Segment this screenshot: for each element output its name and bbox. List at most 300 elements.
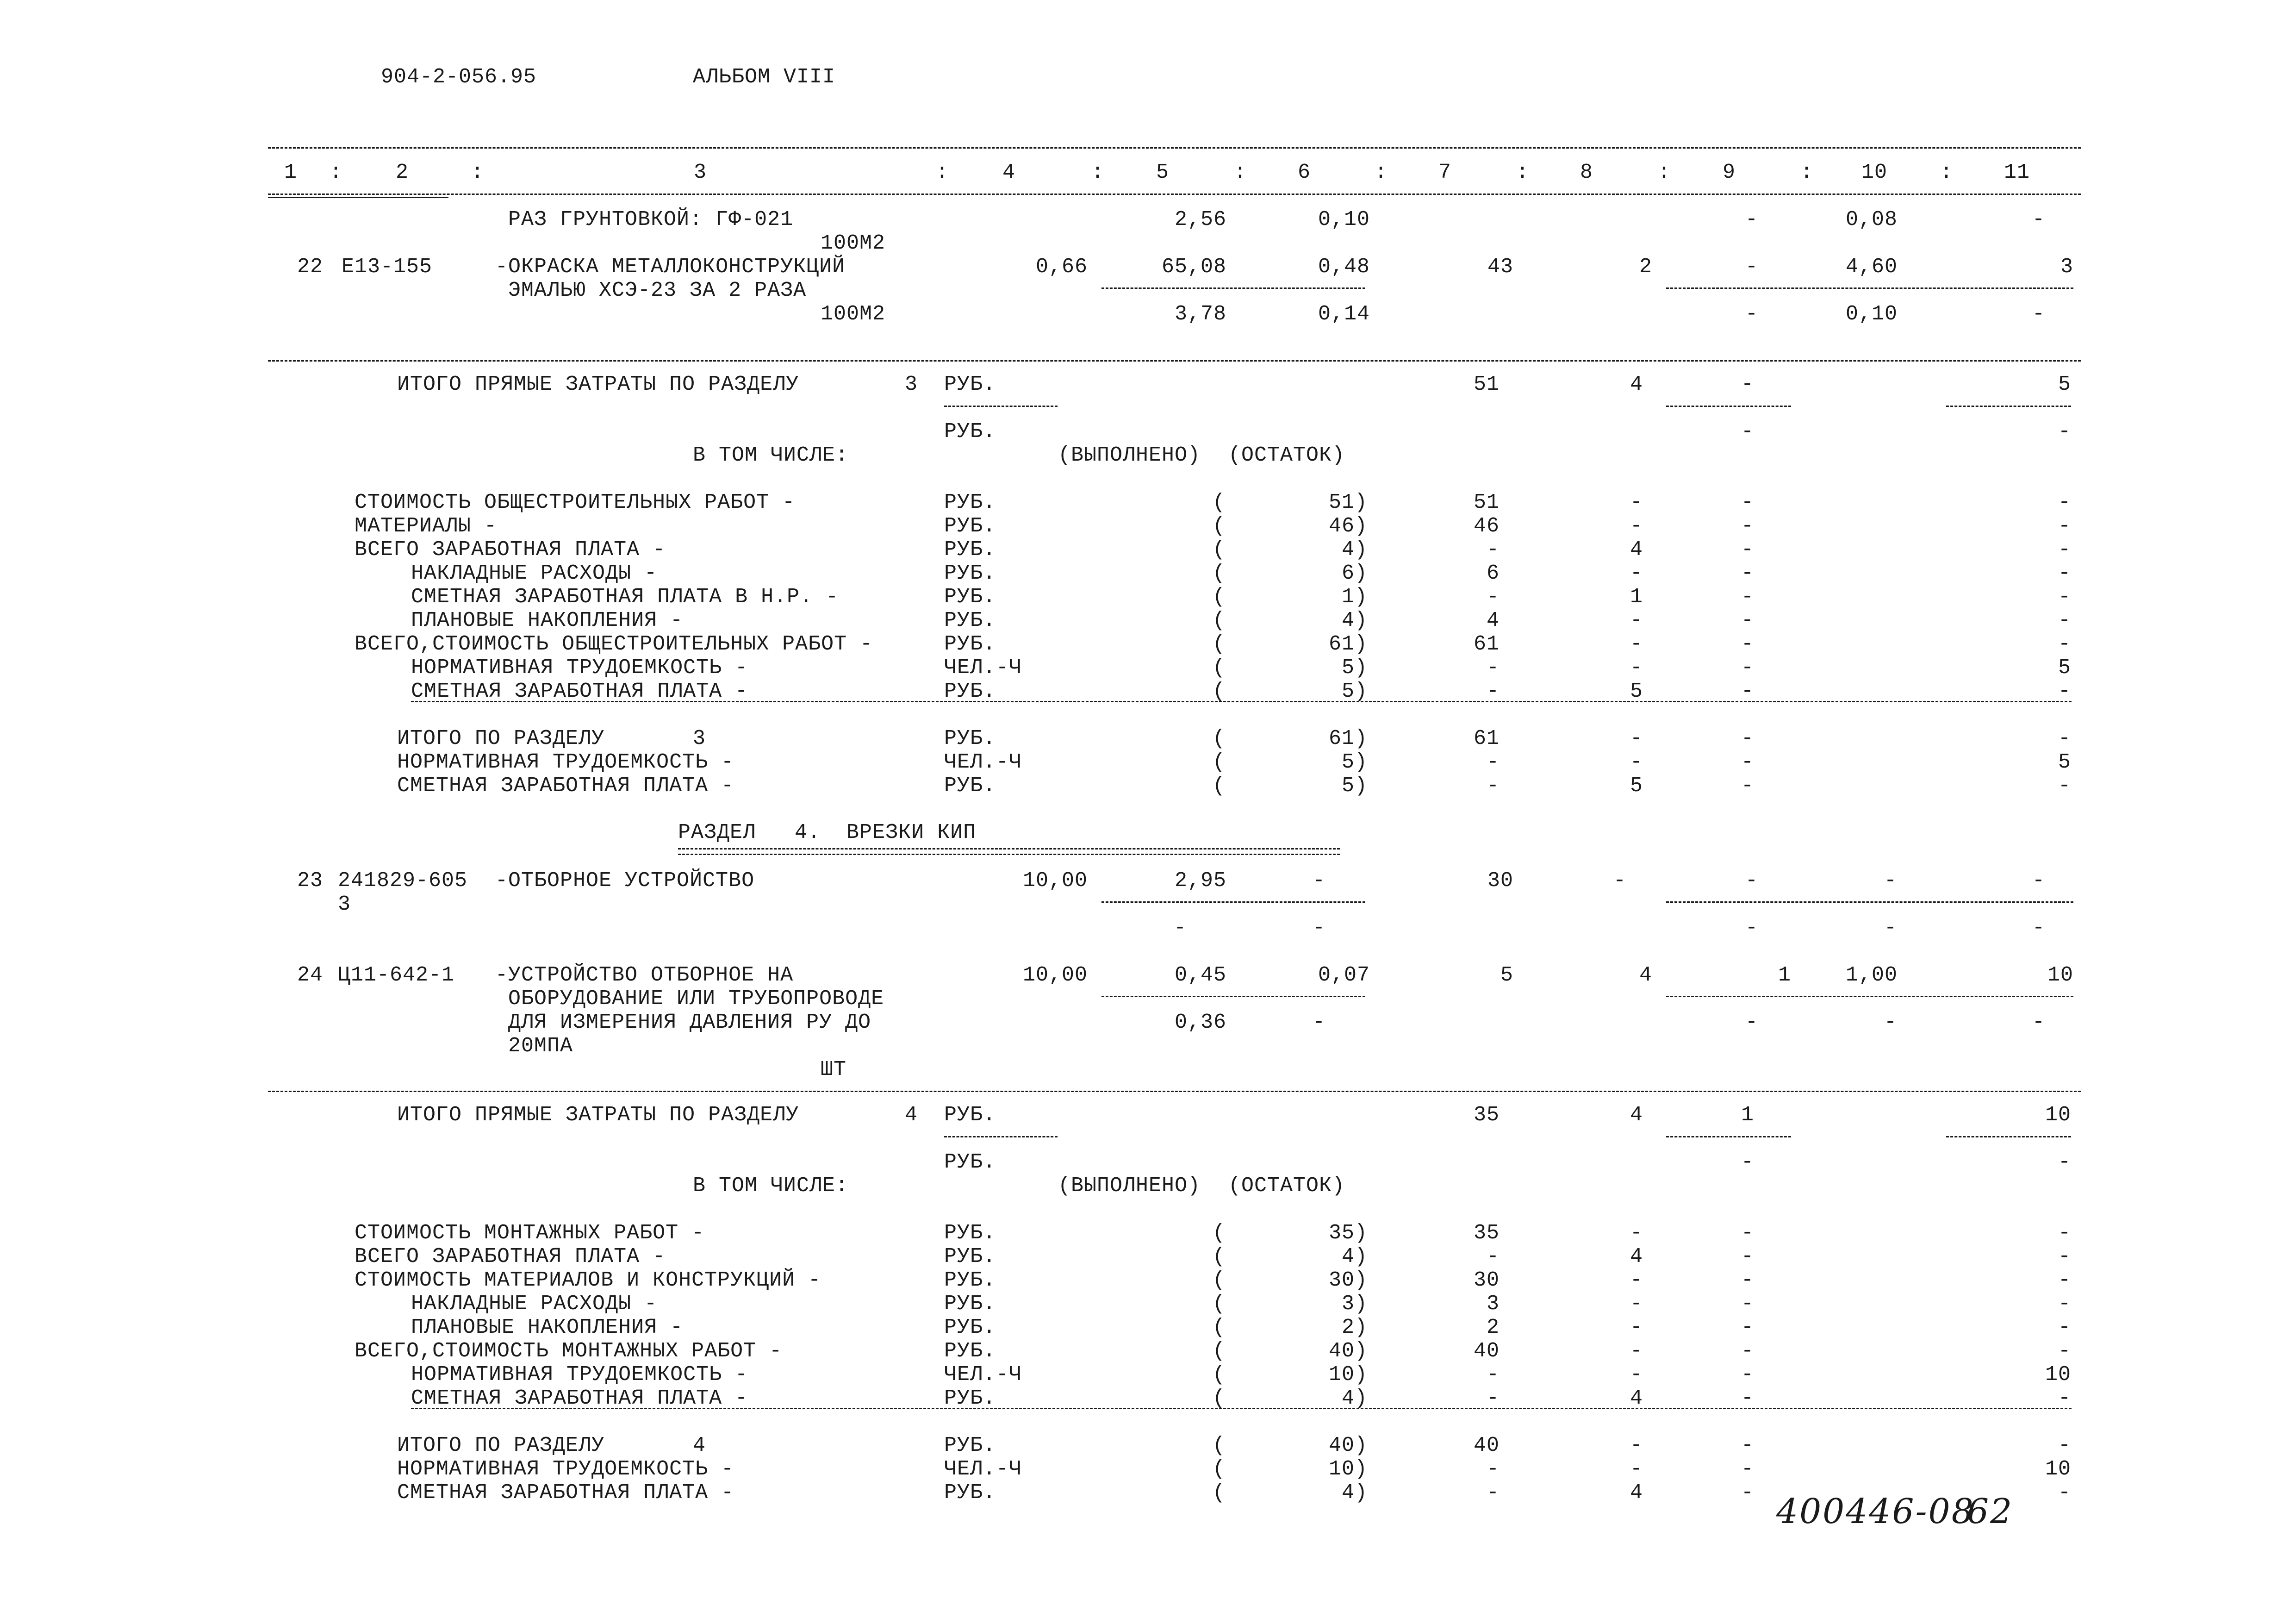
item-24-col5: 0,45: [1174, 963, 1226, 987]
breakdown-col9: -: [1741, 1316, 1754, 1339]
breakdown-label: МАТЕРИАЛЫ -: [355, 514, 498, 538]
breakdown-unit: РУБ.: [944, 491, 996, 514]
direct-costs-col8: 4: [1630, 1103, 1643, 1127]
handwritten-page-number: 62: [1967, 1492, 2014, 1531]
section-total-col8: -: [1630, 750, 1643, 774]
direct-costs-col9-second: -: [1741, 1150, 1754, 1174]
column-number-4: 4: [1002, 161, 1015, 184]
breakdown-label: СТОИМОСТЬ МАТЕРИАЛОВ И КОНСТРУКЦИЙ -: [355, 1268, 821, 1292]
item-23-col6-second: -: [1312, 916, 1325, 940]
breakdown-open-paren: (: [1213, 491, 1226, 514]
breakdown-col11: -: [2058, 1245, 2071, 1268]
item-23-description: -ОТБОРНОЕ УСТРОЙСТВО: [495, 869, 755, 893]
breakdown-label: ВСЕГО ЗАРАБОТНАЯ ПЛАТА -: [355, 538, 666, 562]
breakdown-label: ВСЕГО,СТОИМОСТЬ ОБЩЕСТРОИТЕЛЬНЫХ РАБОТ -: [355, 632, 873, 656]
item-23-col9-second: -: [1745, 916, 1758, 940]
breakdown-col8: -: [1630, 609, 1643, 632]
breakdown-col9: -: [1741, 1363, 1754, 1387]
direct-costs-col11-second: -: [2058, 420, 2071, 443]
done-column-heading: (ВЫПОЛНЕНО): [1058, 1174, 1201, 1198]
breakdown-label: СМЕТНАЯ ЗАРАБОТНАЯ ПЛАТА -: [411, 1387, 748, 1410]
direct-costs-section-number: 4: [905, 1103, 918, 1127]
section-total-col9: -: [1741, 1481, 1754, 1505]
section-total-unit: РУБ.: [944, 1481, 996, 1505]
item-23-number: 23: [297, 869, 324, 893]
header-bottom-rule: [268, 194, 2081, 195]
column-separator: :: [1516, 161, 1530, 184]
breakdown-unit: РУБ.: [944, 1245, 996, 1268]
section-total-col9: -: [1741, 1434, 1754, 1457]
breakdown-label: СМЕТНАЯ ЗАРАБОТНАЯ ПЛАТА -: [411, 680, 748, 703]
item-22-col6: 0,48: [1318, 255, 1370, 279]
breakdown-col7: 61: [1473, 632, 1500, 656]
section-total-col7: -: [1486, 774, 1500, 798]
section-total-unit: РУБ.: [944, 1434, 996, 1457]
breakdown-col11: 5: [2058, 656, 2071, 680]
including-heading: В ТОМ ЧИСЛЕ:: [693, 1174, 849, 1198]
item-22-col4: 0,66: [1035, 255, 1088, 279]
section-total-col11: -: [2058, 1434, 2071, 1457]
header-left-underline: [268, 197, 448, 198]
section-total-col7: -: [1486, 750, 1500, 774]
section-total-col9: -: [1741, 750, 1754, 774]
continued-col5: 2,56: [1174, 208, 1226, 231]
breakdown-col8: -: [1630, 514, 1643, 538]
breakdown-col7: 30: [1473, 1268, 1500, 1292]
section-total-done-value: 10): [1328, 1457, 1368, 1481]
continued-col10: 0,08: [1845, 208, 1898, 231]
handwritten-archive-code: 400446-08: [1776, 1492, 1975, 1531]
breakdown-col8: -: [1630, 1292, 1643, 1316]
breakdown-done-value: 6): [1341, 562, 1368, 585]
section-total-label: СМЕТНАЯ ЗАРАБОТНАЯ ПЛАТА -: [397, 1481, 734, 1505]
section-total-col8: -: [1630, 1434, 1643, 1457]
breakdown-col11: -: [2058, 1292, 2071, 1316]
breakdown-col7: -: [1486, 538, 1500, 562]
section-total-label: СМЕТНАЯ ЗАРАБОТНАЯ ПЛАТА -: [397, 774, 734, 798]
direct-costs-col11: 10: [2045, 1103, 2071, 1127]
item-23-col10: -: [1884, 869, 1897, 893]
breakdown-open-paren: (: [1213, 514, 1226, 538]
item-24-col5-second: 0,36: [1174, 1011, 1226, 1034]
section-total-open-paren: (: [1213, 1481, 1226, 1505]
breakdown-open-paren: (: [1213, 632, 1226, 656]
section-total-col7: 40: [1473, 1434, 1500, 1457]
breakdown-col8: 4: [1630, 1387, 1643, 1410]
album-title: АЛЬБОМ VIII: [693, 65, 836, 89]
section-total-label: НОРМАТИВНАЯ ТРУДОЕМКОСТЬ -: [397, 750, 734, 774]
section-total-done-value: 4): [1341, 1481, 1368, 1505]
section-totals-rule: [411, 1408, 2072, 1409]
direct-costs-col9-rule: [1666, 1136, 1791, 1137]
section-totals-rule: [411, 701, 2072, 702]
direct-costs-col11: 5: [2058, 373, 2071, 396]
breakdown-col9: -: [1741, 585, 1754, 609]
breakdown-open-paren: (: [1213, 656, 1226, 680]
section-total-col9: -: [1741, 727, 1754, 750]
item-24-sub-rule-left: [1101, 996, 1365, 997]
section-total-col7: 61: [1473, 727, 1500, 750]
breakdown-open-paren: (: [1213, 609, 1226, 632]
item-23-code-suffix: 3: [338, 893, 351, 916]
rest-column-heading: (ОСТАТОК): [1228, 443, 1345, 467]
column-separator: :: [936, 161, 949, 184]
direct-costs-label: ИТОГО ПРЯМЫЕ ЗАТРАТЫ ПО РАЗДЕЛУ: [397, 1103, 799, 1127]
item-24-number: 24: [297, 963, 324, 987]
breakdown-col7: 35: [1473, 1221, 1500, 1245]
direct-costs-label: ИТОГО ПРЯМЫЕ ЗАТРАТЫ ПО РАЗДЕЛУ: [397, 373, 799, 396]
breakdown-col7: -: [1486, 585, 1500, 609]
section-total-col11: -: [2058, 1481, 2071, 1505]
breakdown-open-paren: (: [1213, 562, 1226, 585]
continued-col6: 0,10: [1318, 208, 1370, 231]
item-24-col7: 5: [1500, 963, 1513, 987]
breakdown-done-value: 4): [1341, 609, 1368, 632]
breakdown-unit: РУБ.: [944, 680, 996, 703]
continued-col9: -: [1745, 208, 1758, 231]
section-total-open-paren: (: [1213, 774, 1226, 798]
breakdown-col11: 10: [2045, 1363, 2071, 1387]
item-23-col4: 10,00: [1022, 869, 1088, 893]
column-separator: :: [1940, 161, 1954, 184]
item-24-col11: 10: [2047, 963, 2073, 987]
breakdown-unit: РУБ.: [944, 609, 996, 632]
item-24-unit: ШТ: [821, 1058, 847, 1081]
breakdown-label: НАКЛАДНЫЕ РАСХОДЫ -: [411, 562, 658, 585]
item-23-col8: -: [1613, 869, 1626, 893]
item-22-col5: 65,08: [1161, 255, 1226, 279]
breakdown-unit: РУБ.: [944, 1387, 996, 1410]
breakdown-col8: 4: [1630, 1245, 1643, 1268]
breakdown-col11: -: [2058, 491, 2071, 514]
breakdown-col8: -: [1630, 656, 1643, 680]
direct-costs-col9-rule: [1666, 406, 1791, 407]
item-22-col10-second: 0,10: [1845, 302, 1898, 326]
column-number-7: 7: [1438, 161, 1451, 184]
breakdown-col9: -: [1741, 609, 1754, 632]
breakdown-col11: -: [2058, 1387, 2071, 1410]
direct-costs-col11-rule: [1946, 1136, 2071, 1137]
section-total-col9: -: [1741, 1457, 1754, 1481]
section-total-number: 3: [693, 727, 706, 750]
item-22-number: 22: [297, 255, 324, 279]
breakdown-unit: РУБ.: [944, 1292, 996, 1316]
item-22-code: Е13-155: [342, 255, 433, 279]
breakdown-col7: 2: [1486, 1316, 1500, 1339]
breakdown-done-value: 51): [1328, 491, 1368, 514]
item-24-col10: 1,00: [1845, 963, 1898, 987]
breakdown-col7: 3: [1486, 1292, 1500, 1316]
breakdown-unit: РУБ.: [944, 632, 996, 656]
item-22-unit: 100М2: [821, 302, 886, 326]
breakdown-col7: -: [1486, 656, 1500, 680]
breakdown-col8: -: [1630, 1339, 1643, 1363]
header-top-rule: [268, 147, 2081, 149]
breakdown-label: НОРМАТИВНАЯ ТРУДОЕМКОСТЬ -: [411, 656, 748, 680]
breakdown-col11: -: [2058, 514, 2071, 538]
section-total-col8: 4: [1630, 1481, 1643, 1505]
item-24-col9: 1: [1778, 963, 1791, 987]
section-total-col11: -: [2058, 774, 2071, 798]
breakdown-open-paren: (: [1213, 538, 1226, 562]
breakdown-col9: -: [1741, 1292, 1754, 1316]
breakdown-done-value: 1): [1341, 585, 1368, 609]
breakdown-open-paren: (: [1213, 1268, 1226, 1292]
breakdown-col8: 5: [1630, 680, 1643, 703]
section-4-title: РАЗДЕЛ 4. ВРЕЗКИ КИП: [678, 821, 977, 844]
item-24-description-line3: ДЛЯ ИЗМЕРЕНИЯ ДАВЛЕНИЯ РУ ДО: [508, 1011, 871, 1034]
section-total-number: 4: [693, 1434, 706, 1457]
breakdown-col9: -: [1741, 1245, 1754, 1268]
breakdown-label: СТОИМОСТЬ МОНТАЖНЫХ РАБОТ -: [355, 1221, 705, 1245]
column-separator: :: [1658, 161, 1671, 184]
item-22-description-line2: ЭМАЛЬЮ ХСЭ-23 ЗА 2 РАЗА: [508, 279, 807, 302]
breakdown-unit: РУБ.: [944, 1268, 996, 1292]
section-total-open-paren: (: [1213, 750, 1226, 774]
breakdown-label: ВСЕГО,СТОИМОСТЬ МОНТАЖНЫХ РАБОТ -: [355, 1339, 783, 1363]
section-total-done-value: 40): [1328, 1434, 1368, 1457]
breakdown-col7: 40: [1473, 1339, 1500, 1363]
column-number-1: 1: [284, 161, 297, 184]
column-separator: :: [471, 161, 485, 184]
column-number-3: 3: [693, 161, 707, 184]
continued-unit: 100М2: [821, 231, 886, 255]
section-total-col8: -: [1630, 1457, 1643, 1481]
breakdown-done-value: 3): [1341, 1292, 1368, 1316]
item-22-sub-rule-left: [1101, 287, 1365, 289]
column-number-8: 8: [1580, 161, 1593, 184]
section-total-label: ИТОГО ПО РАЗДЕЛУ: [397, 1434, 605, 1457]
column-number-9: 9: [1722, 161, 1736, 184]
breakdown-open-paren: (: [1213, 1363, 1226, 1387]
breakdown-unit: РУБ.: [944, 562, 996, 585]
breakdown-col9: -: [1741, 562, 1754, 585]
section-total-col8: 5: [1630, 774, 1643, 798]
breakdown-label: ПЛАНОВЫЕ НАКОПЛЕНИЯ -: [411, 1316, 684, 1339]
item-23-sub-rule-left: [1101, 901, 1365, 903]
item-24-code: Ц11-642-1: [338, 963, 455, 987]
breakdown-done-value: 61): [1328, 632, 1368, 656]
item-24-description-line2: ОБОРУДОВАНИЕ ИЛИ ТРУБОПРОВОДЕ: [508, 987, 884, 1011]
item-24-sub-rule-right: [1666, 996, 2073, 997]
section-total-unit: ЧЕЛ.-Ч: [944, 750, 1022, 774]
breakdown-label: СТОИМОСТЬ ОБЩЕСТРОИТЕЛЬНЫХ РАБОТ -: [355, 491, 796, 514]
item-23-col11-second: -: [2032, 916, 2045, 940]
breakdown-label: СМЕТНАЯ ЗАРАБОТНАЯ ПЛАТА В Н.Р. -: [411, 585, 839, 609]
section-total-unit: ЧЕЛ.-Ч: [944, 1457, 1022, 1481]
breakdown-unit: РУБ.: [944, 538, 996, 562]
column-number-6: 6: [1297, 161, 1311, 184]
breakdown-done-value: 40): [1328, 1339, 1368, 1363]
item-22-col6-second: 0,14: [1318, 302, 1370, 326]
breakdown-col8: -: [1630, 1316, 1643, 1339]
direct-costs-section-number: 3: [905, 373, 918, 396]
breakdown-col8: -: [1630, 632, 1643, 656]
section-total-done-value: 61): [1328, 727, 1368, 750]
section-total-open-paren: (: [1213, 1434, 1226, 1457]
breakdown-label: ПЛАНОВЫЕ НАКОПЛЕНИЯ -: [411, 609, 684, 632]
breakdown-unit: РУБ.: [944, 1316, 996, 1339]
direct-costs-col8: 4: [1630, 373, 1643, 396]
breakdown-col7: 4: [1486, 609, 1500, 632]
direct-costs-unit-second: РУБ.: [944, 420, 996, 443]
direct-costs-col9: -: [1741, 373, 1754, 396]
section-4-title-underline: [678, 848, 1340, 855]
item-22-col11-second: -: [2032, 302, 2045, 326]
item-23-code: 241829-605: [338, 869, 468, 893]
breakdown-open-paren: (: [1213, 585, 1226, 609]
direct-costs-col11-rule: [1946, 406, 2071, 407]
breakdown-col11: -: [2058, 585, 2071, 609]
column-number-5: 5: [1156, 161, 1169, 184]
section-total-col8: -: [1630, 727, 1643, 750]
breakdown-open-paren: (: [1213, 680, 1226, 703]
section-total-unit: РУБ.: [944, 774, 996, 798]
breakdown-open-paren: (: [1213, 1221, 1226, 1245]
section-total-col7: -: [1486, 1457, 1500, 1481]
section-3-items-rule: [268, 360, 2081, 362]
breakdown-label: ВСЕГО ЗАРАБОТНАЯ ПЛАТА -: [355, 1245, 666, 1268]
rest-column-heading: (ОСТАТОК): [1228, 1174, 1345, 1198]
breakdown-done-value: 35): [1328, 1221, 1368, 1245]
breakdown-col8: -: [1630, 562, 1643, 585]
item-24-col4: 10,00: [1022, 963, 1088, 987]
section-total-col7: -: [1486, 1481, 1500, 1505]
breakdown-col7: -: [1486, 1363, 1500, 1387]
item-24-col8: 4: [1639, 963, 1652, 987]
breakdown-done-value: 4): [1341, 538, 1368, 562]
breakdown-col9: -: [1741, 538, 1754, 562]
item-24-description-line1: -УСТРОЙСТВО ОТБОРНОЕ НА: [495, 963, 794, 987]
continued-col11: -: [2032, 208, 2045, 231]
breakdown-col9: -: [1741, 1221, 1754, 1245]
direct-costs-unit-rule: [944, 406, 1058, 407]
breakdown-unit: РУБ.: [944, 1339, 996, 1363]
breakdown-col7: 6: [1486, 562, 1500, 585]
breakdown-col11: -: [2058, 562, 2071, 585]
direct-costs-col9-second: -: [1741, 420, 1754, 443]
column-separator: :: [1375, 161, 1388, 184]
breakdown-open-paren: (: [1213, 1292, 1226, 1316]
direct-costs-unit: РУБ.: [944, 373, 996, 396]
item-22-col9: -: [1745, 255, 1758, 279]
item-22-col7: 43: [1487, 255, 1513, 279]
breakdown-col9: -: [1741, 1339, 1754, 1363]
breakdown-done-value: 30): [1328, 1268, 1368, 1292]
column-number-11: 11: [2004, 161, 2030, 184]
item-23-col7: 30: [1487, 869, 1513, 893]
section-total-col11: -: [2058, 727, 2071, 750]
section-total-done-value: 5): [1341, 774, 1368, 798]
continued-description: РАЗ ГРУНТОВКОЙ: ГФ-021: [508, 208, 794, 231]
item-22-col8: 2: [1639, 255, 1652, 279]
breakdown-col9: -: [1741, 1268, 1754, 1292]
including-heading: В ТОМ ЧИСЛЕ:: [693, 443, 849, 467]
item-22-col5-second: 3,78: [1174, 302, 1226, 326]
breakdown-col9: -: [1741, 1387, 1754, 1410]
section-total-label: НОРМАТИВНАЯ ТРУДОЕМКОСТЬ -: [397, 1457, 734, 1481]
item-24-description-line4: 20МПА: [508, 1034, 573, 1058]
section-total-col11: 5: [2058, 750, 2071, 774]
breakdown-col11: -: [2058, 1316, 2071, 1339]
item-22-col10: 4,60: [1845, 255, 1898, 279]
item-23-col10-second: -: [1884, 916, 1897, 940]
item-24-col11-second: -: [2032, 1011, 2045, 1034]
section-total-open-paren: (: [1213, 727, 1226, 750]
breakdown-col8: 1: [1630, 585, 1643, 609]
section-total-unit: РУБ.: [944, 727, 996, 750]
item-24-col6: 0,07: [1318, 963, 1370, 987]
item-23-sub-rule-right: [1666, 901, 2073, 903]
section-total-col11: 10: [2045, 1457, 2071, 1481]
item-24-col6-second: -: [1312, 1011, 1325, 1034]
breakdown-col11: -: [2058, 680, 2071, 703]
item-22-sub-rule-right: [1666, 287, 2073, 289]
column-separator: :: [1091, 161, 1105, 184]
breakdown-col8: 4: [1630, 538, 1643, 562]
breakdown-open-paren: (: [1213, 1387, 1226, 1410]
breakdown-col7: 51: [1473, 491, 1500, 514]
breakdown-done-value: 10): [1328, 1363, 1368, 1387]
section-total-label: ИТОГО ПО РАЗДЕЛУ: [397, 727, 605, 750]
item-24-col9-second: -: [1745, 1011, 1758, 1034]
item-23-col9: -: [1745, 869, 1758, 893]
breakdown-col11: -: [2058, 632, 2071, 656]
direct-costs-col11-second: -: [2058, 1150, 2071, 1174]
direct-costs-unit-second: РУБ.: [944, 1150, 996, 1174]
item-23-col5: 2,95: [1174, 869, 1226, 893]
breakdown-col8: -: [1630, 1221, 1643, 1245]
breakdown-col9: -: [1741, 632, 1754, 656]
breakdown-unit: РУБ.: [944, 1221, 996, 1245]
breakdown-open-paren: (: [1213, 1339, 1226, 1363]
breakdown-unit: ЧЕЛ.-Ч: [944, 656, 1022, 680]
breakdown-col9: -: [1741, 514, 1754, 538]
done-column-heading: (ВЫПОЛНЕНО): [1058, 443, 1201, 467]
breakdown-done-value: 5): [1341, 656, 1368, 680]
breakdown-col9: -: [1741, 656, 1754, 680]
section-total-done-value: 5): [1341, 750, 1368, 774]
direct-costs-col7: 35: [1473, 1103, 1500, 1127]
breakdown-unit: ЧЕЛ.-Ч: [944, 1363, 1022, 1387]
breakdown-open-paren: (: [1213, 1316, 1226, 1339]
breakdown-done-value: 4): [1341, 1387, 1368, 1410]
breakdown-open-paren: (: [1213, 1245, 1226, 1268]
direct-costs-col7: 51: [1473, 373, 1500, 396]
breakdown-col9: -: [1741, 491, 1754, 514]
breakdown-unit: РУБ.: [944, 585, 996, 609]
item-22-col9-second: -: [1745, 302, 1758, 326]
item-23-col6: -: [1312, 869, 1325, 893]
breakdown-col11: -: [2058, 1221, 2071, 1245]
column-separator: :: [330, 161, 343, 184]
section-total-col9: -: [1741, 774, 1754, 798]
item-22-description-line1: -ОКРАСКА МЕТАЛЛОКОНСТРУКЦИЙ: [495, 255, 846, 279]
breakdown-label: НОРМАТИВНАЯ ТРУДОЕМКОСТЬ -: [411, 1363, 748, 1387]
direct-costs-unit: РУБ.: [944, 1103, 996, 1127]
breakdown-col7: -: [1486, 1245, 1500, 1268]
breakdown-done-value: 5): [1341, 680, 1368, 703]
section-total-open-paren: (: [1213, 1457, 1226, 1481]
direct-costs-col9: 1: [1741, 1103, 1754, 1127]
breakdown-col8: -: [1630, 1363, 1643, 1387]
breakdown-col8: -: [1630, 1268, 1643, 1292]
item-23-col11: -: [2032, 869, 2045, 893]
column-separator: :: [1800, 161, 1814, 184]
direct-costs-unit-rule: [944, 1136, 1058, 1137]
document-code: 904-2-056.95: [381, 65, 537, 89]
item-23-col5-second: -: [1173, 916, 1187, 940]
